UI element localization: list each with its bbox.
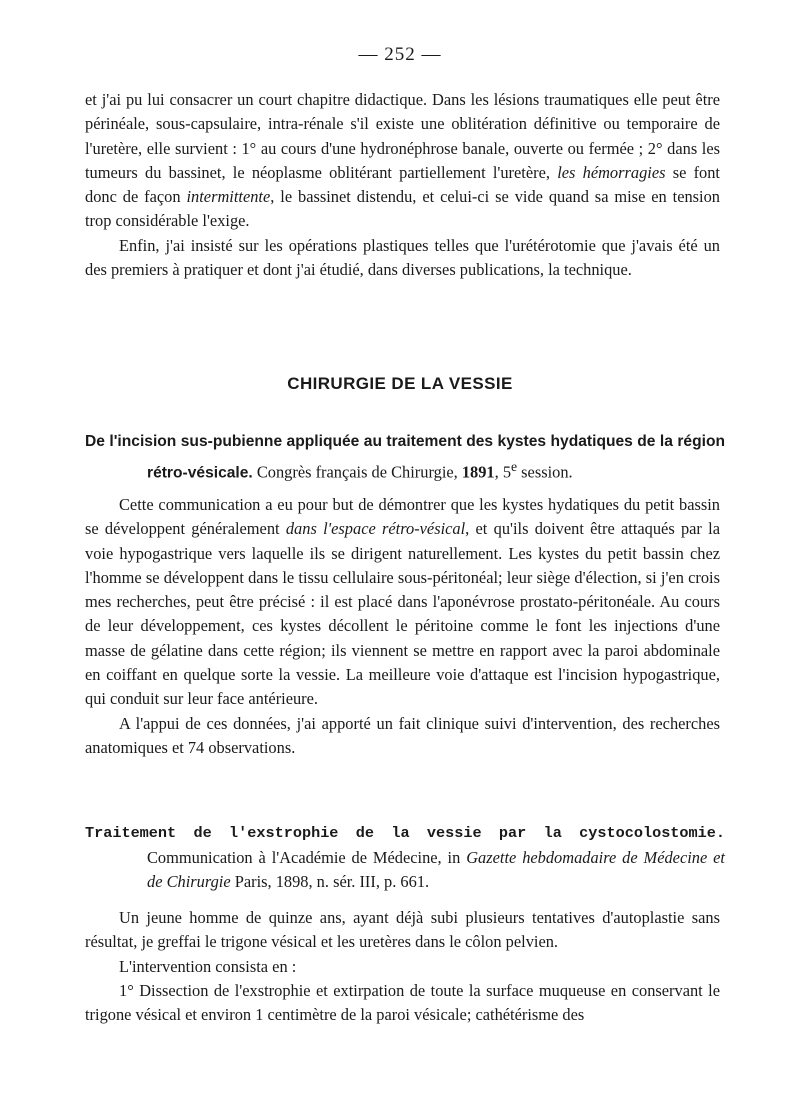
intro-text-c: , le bassinet distendu, et celui-ci se vide quand sa mise en tension trop considérable l'exige. <box>85 187 720 231</box>
body-1-text-a: Cette communication a eu pour but de démontrer que les kystes hydatiques du petit bassin se développent généralement <box>85 495 720 539</box>
body-2-paragraph-3: 1° Dissection de l'exstrophie et extirpation de toute la surface muqueuse en conservant le trigone vésical et environ 1 centimètre de la paroi vésicale; cathétérisme des <box>85 980 720 1025</box>
body-2-paragraph-2: L'intervention consista en : <box>119 956 297 976</box>
intro-paragraph-1 <box>85 88 720 234</box>
reference-2 <box>85 820 725 895</box>
reference-1-citation-a: Congrès français de Chirurgie, <box>252 461 462 481</box>
page-number: — 252 — <box>358 44 442 65</box>
reference-2-title: Traitement de l'exstrophie de la vessie par la cystocolostomie. <box>85 824 725 842</box>
intro-emphasis-hemorragies: les hémorragies <box>557 162 666 182</box>
intro-paragraph-2: Enfin, j'ai insisté sur les opérations plastiques telles que l'urétérotomie que j'avais été un des premiers à pratiquer et dont j'ai étudié, dans diverses publications, la technique. <box>85 235 720 280</box>
intro-text-b: se font donc de façon <box>85 162 720 207</box>
reference-1-title: De l'incision sus-pubienne appliquée au traitement des kystes hydatiques de la région rétro-vésicale. <box>85 433 725 481</box>
reference-1-citation-b: , 5 <box>494 461 512 481</box>
section-heading: CHIRURGIE DE LA VESSIE <box>287 374 513 393</box>
intro-section <box>85 88 720 282</box>
body-1-emphasis: dans l'espace rétro-vésical <box>285 519 466 539</box>
body-1-paragraph-1 <box>85 493 720 712</box>
reference-1-citation-c: session. <box>517 461 573 481</box>
reference-2-citation-b: Paris, 1898, n. sér. III, p. 661. <box>230 872 430 891</box>
reference-2-journal: Gazette hebdomadaire de Médecine et de Chirurgie <box>147 847 725 891</box>
body-2-paragraph-1: Un jeune homme de quinze ans, ayant déjà subi plusieurs tentatives d'autoplastie sans résultat, je greffai le trigone vésical et les uretères dans le côlon pelvien. <box>85 908 720 952</box>
body-section-2 <box>85 906 720 1027</box>
intro-emphasis-intermittente: intermittente <box>186 187 271 207</box>
body-1-text-b: , et qu'ils doivent être attaqués par la voie hypogastrique vers laquelle ils se dirigent naturellement. Les kystes du petit bassin chez l'homme se développent dans le tissu cellulaire sous-péritonéal; leur siège d'élection, si j'en crois mes recherches, peut être précisé : il est placé dans l'aponévrose prostato-péritonéale. Au cours de leur développement, ces kystes décollent le péritoine comme le font les injections d'une masse de gélatine dans cette région; ils viennent se mettre en rapport avec la paroi abdominale en coiffant en quelque sorte la vessie. La meilleure voie d'attaque est l'incision hypogastrique, qui conduit sur leur face antérieure. <box>85 519 720 709</box>
reference-2-citation-a: Communication à l'Académie de Médecine, in <box>147 847 467 867</box>
reference-1 <box>85 429 725 485</box>
intro-text-a: et j'ai pu lui consacrer un court chapitre didactique. Dans les lésions traumatiques elle peut être périnéale, sous-capsulaire, intra-rénale s'il existe une oblitération définitive ou temporaire de l'uretère, elle survient : 1° au cours d'une hydronéphrose banale, ouverte ou fermée ; 2° dans les tumeurs du bassinet, le néoplasme oblitérant partiellement l'uretère, <box>85 90 720 182</box>
reference-1-superscript: e <box>511 458 518 474</box>
body-1-paragraph-2: A l'appui de ces données, j'ai apporté un fait clinique suivi d'intervention, des recherches anatomiques et 74 observations. <box>85 713 720 757</box>
body-section-1 <box>85 493 720 760</box>
reference-1-year: 1891 <box>461 461 495 481</box>
